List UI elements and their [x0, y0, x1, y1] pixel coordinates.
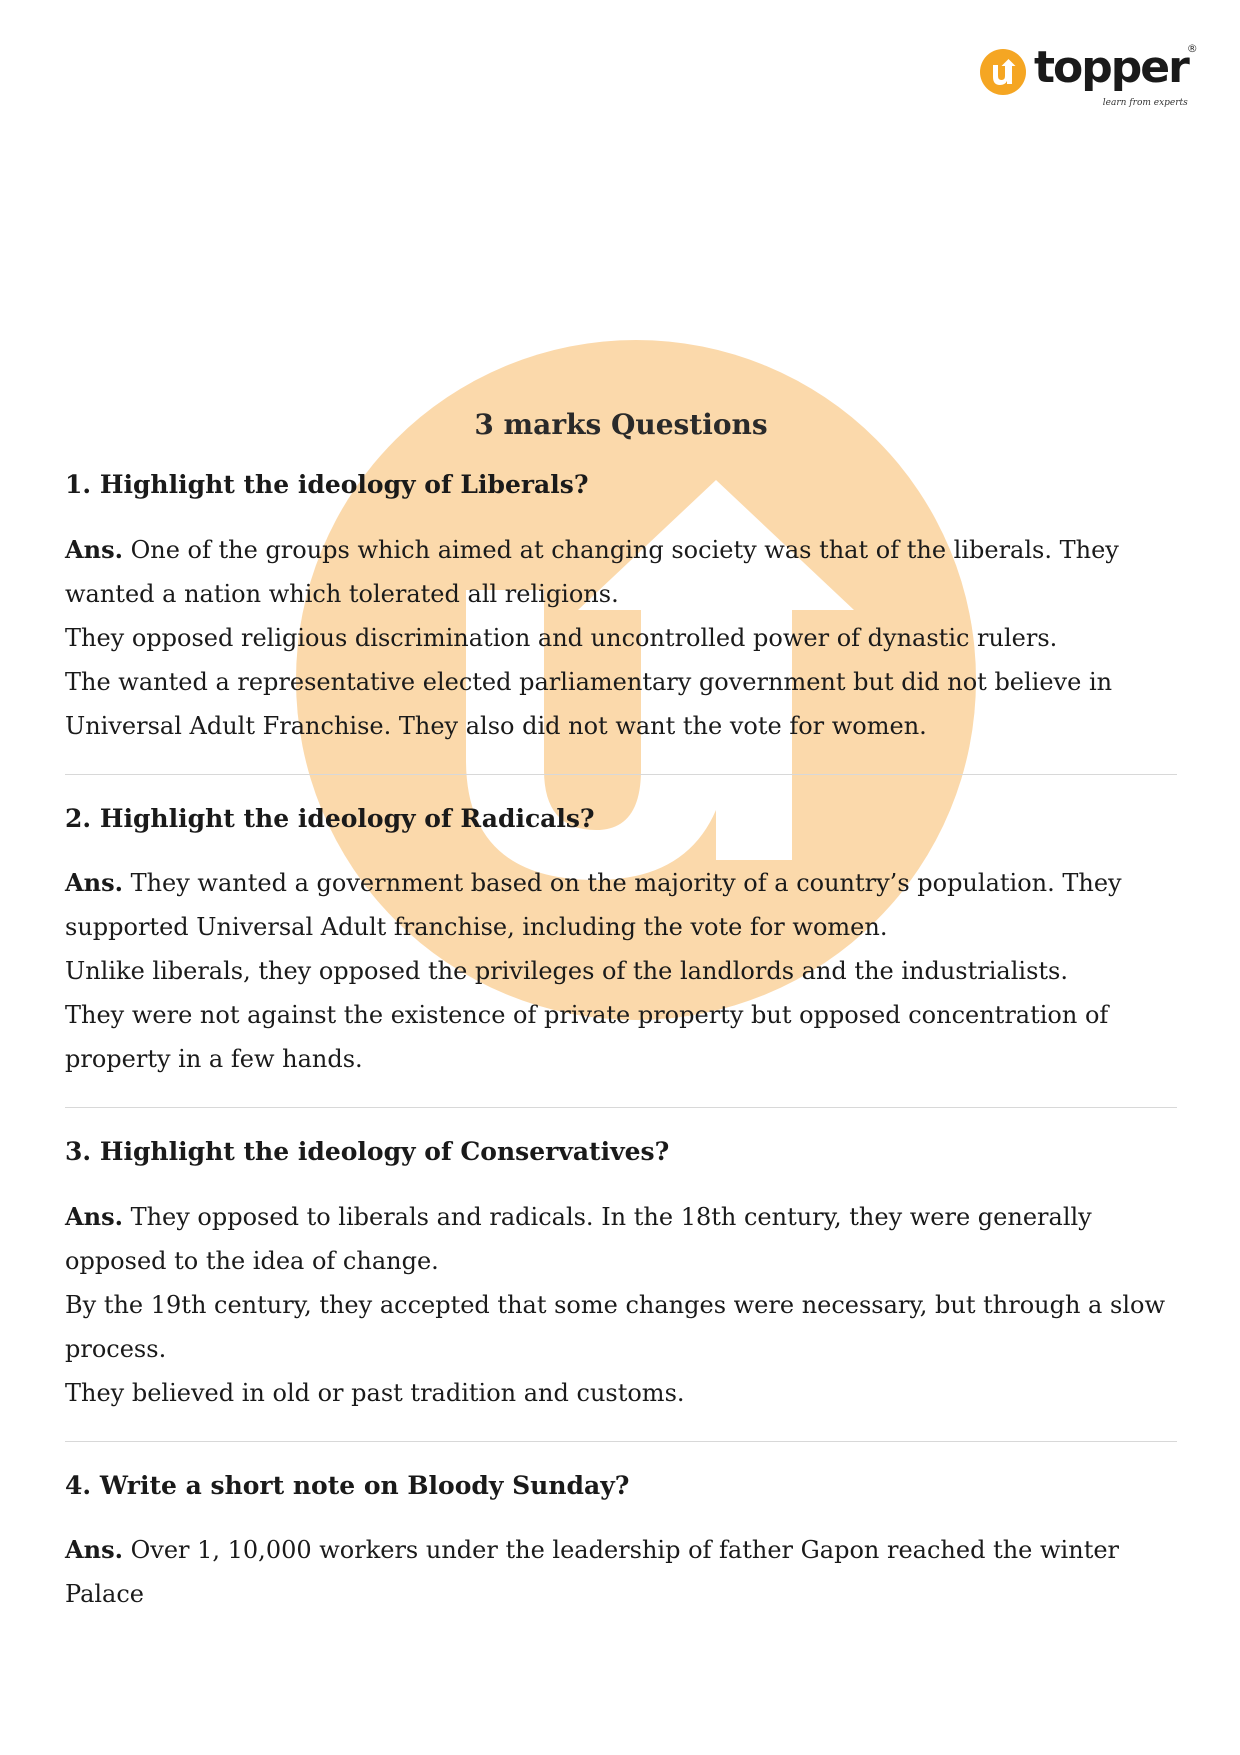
ans-label: Ans. — [65, 868, 123, 897]
answer-line: They opposed religious discrimination and uncontrolled power of dynastic rulers. — [65, 623, 1058, 652]
brand-tagline: learn from experts — [1102, 98, 1188, 108]
answer-line: They were not against the existence of private property but opposed concentration of property in a few hands. — [65, 1001, 1109, 1073]
question-number: 1. — [65, 470, 92, 499]
ans-label: Ans. — [65, 534, 123, 564]
question-heading — [65, 803, 1177, 836]
answer — [65, 861, 1177, 1081]
answer-text: Over 1, 10,000 workers under the leadership of father Gapon reached the winter Palace — [65, 1536, 1120, 1608]
answer-line — [65, 1528, 1177, 1616]
answer-text: One of the groups which aimed at changing society was that of the liberals. They wanted a nation which tolerated all religions. — [65, 535, 1119, 608]
answer-line — [65, 528, 1177, 616]
topper-logo[interactable] — [980, 40, 1198, 108]
section-title: 3 marks Questions — [474, 408, 768, 441]
answer-line: By the 19th century, they accepted that some changes were necessary, but through a slow process. — [65, 1290, 1165, 1363]
question-heading — [65, 469, 1177, 502]
answer — [65, 528, 1177, 748]
question-text: Write a short note on Bloody Sunday? — [99, 1470, 630, 1500]
answer-line: They believed in old or past tradition and customs. — [65, 1378, 685, 1407]
answer-text: They wanted a government based on the majority of a country’s population. They supported Universal Adult franchise, including the vote for women. — [65, 869, 1122, 941]
question-block — [65, 1470, 1177, 1617]
question-block — [65, 803, 1177, 1082]
question-number: 3. — [65, 1137, 92, 1166]
ans-label: Ans. — [65, 1535, 123, 1564]
question-text: Highlight the ideology of Liberals? — [99, 470, 589, 499]
answer-line — [65, 861, 1177, 949]
topper-logo-icon — [980, 49, 1026, 95]
divider — [65, 774, 1177, 775]
question-number: 2. — [65, 803, 92, 833]
question-block — [65, 469, 1177, 748]
answer — [65, 1528, 1177, 1616]
divider — [65, 1107, 1177, 1108]
ans-label: Ans. — [65, 1201, 123, 1231]
divider — [65, 1441, 1177, 1442]
question-block — [65, 1136, 1177, 1415]
answer-line: The wanted a representative elected parliamentary government but did not believe in Universal Adult Franchise. They also did not want the vote for women. — [65, 667, 1113, 740]
question-text: Highlight the ideology of Conservatives? — [99, 1137, 670, 1166]
registered-mark: ® — [1186, 42, 1198, 55]
question-heading — [65, 1470, 1177, 1503]
answer-line: Unlike liberals, they opposed the privileges of the landlords and the industrialists. — [65, 957, 1068, 985]
question-text: Highlight the ideology of Radicals? — [99, 803, 595, 833]
answer — [65, 1195, 1177, 1415]
brand-name: topper — [1034, 42, 1188, 93]
question-number: 4. — [65, 1470, 92, 1500]
question-heading — [65, 1136, 1177, 1169]
answer-text: They opposed to liberals and radicals. In the 18th century, they were generally opposed to the idea of change. — [65, 1202, 1092, 1275]
answer-line — [65, 1195, 1177, 1283]
document-body — [65, 408, 1177, 1616]
